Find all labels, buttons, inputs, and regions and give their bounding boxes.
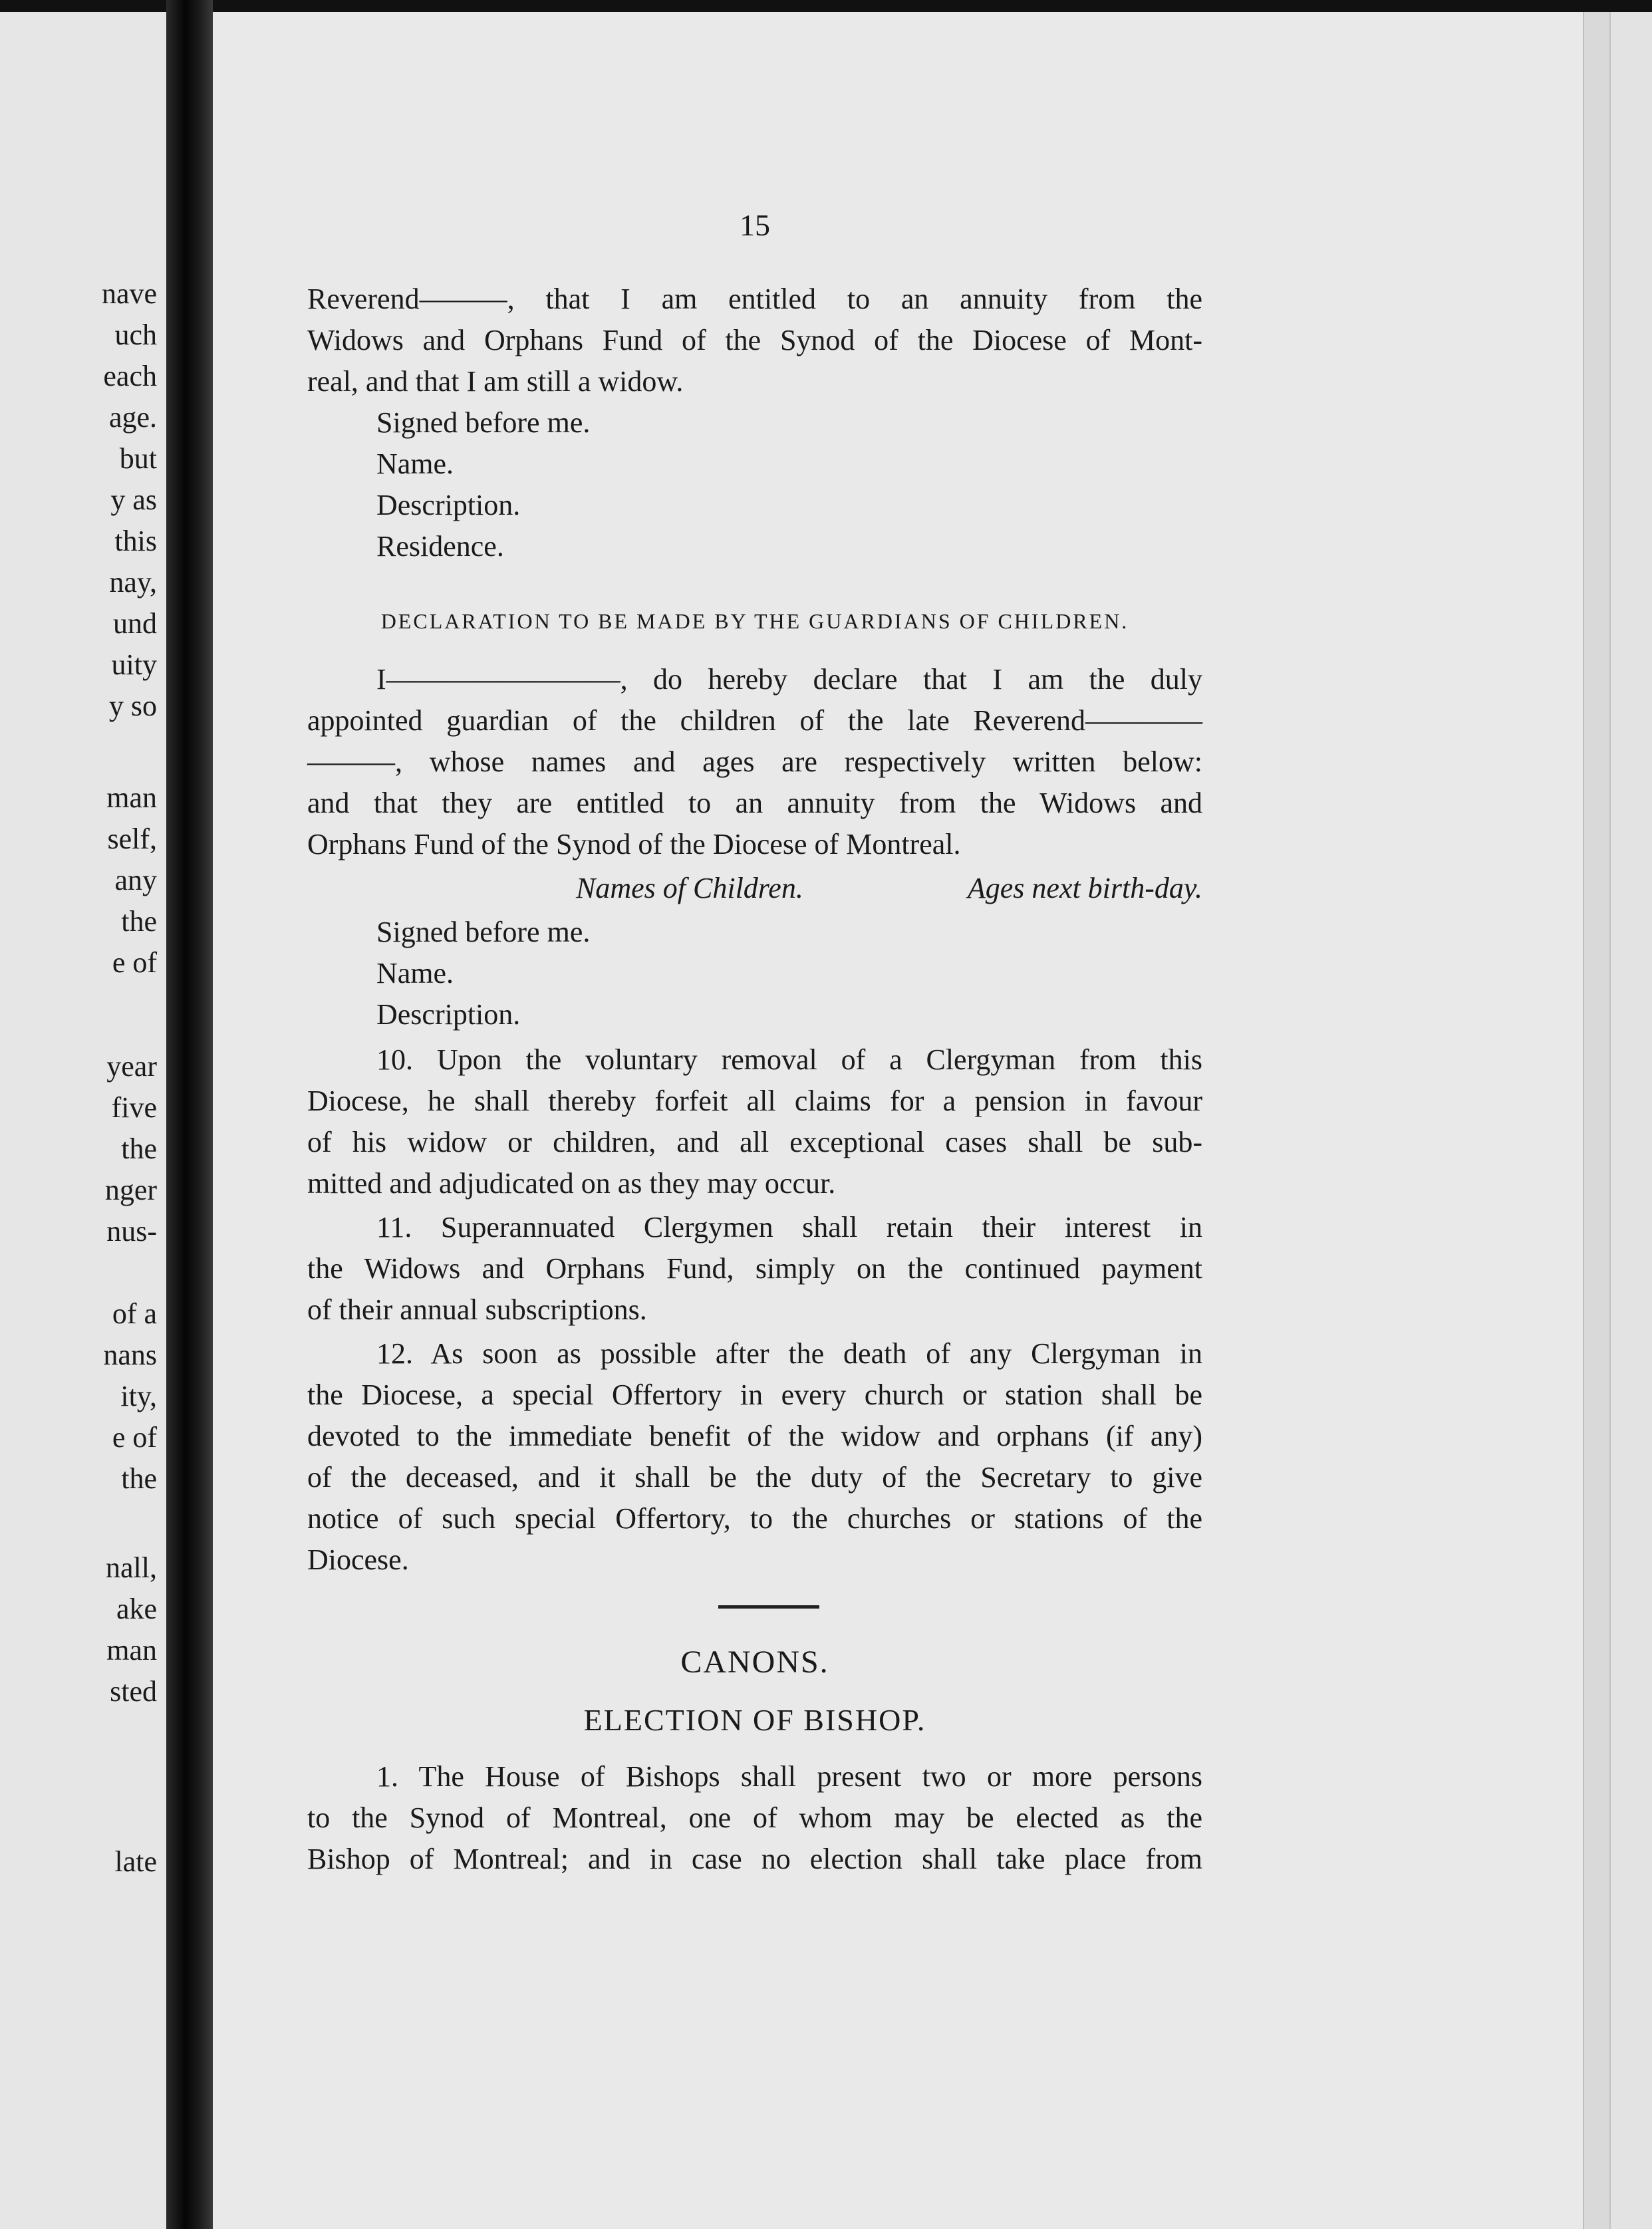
left-fragment-line: uch [114, 319, 157, 351]
text-line: of their annual subscriptions. [307, 1293, 647, 1326]
text-line: real, and that I am still a widow. [307, 365, 684, 398]
text-line: Bishop of Montreal; and in case no election shall take place from [307, 1843, 1202, 1875]
left-fragment-line: nall, [106, 1551, 157, 1584]
text-line: the Diocese, a special Offertory in every church or station shall be [307, 1378, 1202, 1411]
text-line: to the Synod of Montreal, one of whom may be elected as the [307, 1801, 1202, 1834]
book-gutter [166, 0, 213, 2229]
text-line: Diocese, he shall thereby forfeit all claims for a pension in favour [307, 1085, 1202, 1117]
facing-page-fragment [0, 12, 166, 2229]
left-fragment-line: age. [108, 401, 157, 434]
text-line: 11. Superannuated Clergymen shall retain their interest in [376, 1211, 1202, 1244]
text-line: of his widow or children, and all exceptional cases shall be sub- [307, 1126, 1202, 1158]
left-fragment-line: und [113, 607, 157, 640]
left-fragment-line: ake [116, 1593, 157, 1625]
signature-line: Description. [376, 998, 521, 1031]
left-fragment-line: uity [111, 648, 157, 681]
left-fragment-line: man [106, 781, 157, 814]
text-line: Widows and Orphans Fund of the Synod of the Diocese of Mont- [307, 324, 1202, 356]
text-line: devoted to the immediate benefit of the widow and orphans (if any) [307, 1420, 1202, 1452]
left-fragment-line: nger [104, 1174, 157, 1206]
left-fragment-line: nans [103, 1339, 157, 1371]
text-line: appointed guardian of the children of the late Reverend———— [307, 704, 1202, 737]
text-line: mitted and adjudicated on as they may occur. [307, 1167, 836, 1200]
page-edge [1609, 12, 1652, 2229]
signature-line: Signed before me. [376, 406, 591, 439]
canons-title: CANONS. [680, 1644, 829, 1680]
left-fragment-line: the [121, 1462, 157, 1495]
left-fragment-line: of a [112, 1297, 157, 1330]
left-fragment-line: late [114, 1845, 157, 1878]
left-fragment-line: y as [110, 483, 157, 516]
page-number: 15 [740, 208, 770, 242]
left-fragment-line: the [121, 1132, 157, 1165]
left-fragment-line: e of [112, 1421, 157, 1454]
left-fragment-line: man [106, 1634, 157, 1666]
left-fragment-line: any [114, 864, 157, 896]
names-column-heading: Names of Children. [576, 872, 803, 904]
left-fragment-line: nave [101, 277, 157, 310]
text-line: I————————, do hereby declare that I am the duly [376, 663, 1202, 696]
text-line: Diocese. [307, 1543, 409, 1576]
signature-line: Name. [376, 957, 454, 989]
left-fragment-line: nus- [106, 1215, 157, 1247]
left-fragment-line: self, [107, 823, 157, 855]
text-line: 1. The House of Bishops shall present two or more persons [376, 1760, 1202, 1793]
signature-line: Name. [376, 448, 454, 480]
left-fragment-line: nay, [109, 566, 157, 598]
signature-line: Signed before me. [376, 916, 591, 948]
left-fragment-line: the [121, 905, 157, 938]
text-line: of the deceased, and it shall be the duty of the Secretary to give [307, 1461, 1202, 1494]
left-fragment-line: sted [110, 1675, 157, 1708]
text-line: 10. Upon the voluntary removal of a Clergyman from this [376, 1043, 1202, 1076]
left-fragment-line: y so [108, 690, 157, 722]
text-line: notice of such special Offertory, to the churches or stations of the [307, 1502, 1202, 1535]
left-fragment-line: each [103, 360, 157, 392]
scan-top-border [0, 0, 1652, 12]
left-fragment-line: e of [112, 946, 157, 979]
page-edge [1583, 12, 1611, 2229]
left-fragment-line: ity, [120, 1380, 157, 1412]
text-line: the Widows and Orphans Fund, simply on the continued payment [307, 1252, 1202, 1285]
signature-line: Residence. [376, 530, 504, 563]
election-title: ELECTION OF BISHOP. [583, 1703, 926, 1737]
section-heading: DECLARATION TO BE MADE BY THE GUARDIANS OF CHILDREN. [380, 609, 1129, 633]
text-line: Reverend———, that I am entitled to an annuity from the [307, 283, 1202, 315]
text-line: ———, whose names and ages are respectively written below: [307, 745, 1202, 778]
left-fragment-line: but [119, 442, 157, 475]
left-fragment-line: year [106, 1050, 157, 1083]
section-divider [718, 1605, 819, 1609]
ages-column-heading: Ages next birth-day. [967, 872, 1202, 904]
signature-line: Description. [376, 489, 521, 521]
text-line: Orphans Fund of the Synod of the Diocese of Montreal. [307, 828, 961, 860]
left-fragment-line: five [111, 1091, 157, 1124]
text-line: 12. As soon as possible after the death of any Clergyman in [376, 1337, 1202, 1370]
text-line: and that they are entitled to an annuity from the Widows and [307, 787, 1202, 819]
left-fragment-line: this [114, 525, 157, 557]
